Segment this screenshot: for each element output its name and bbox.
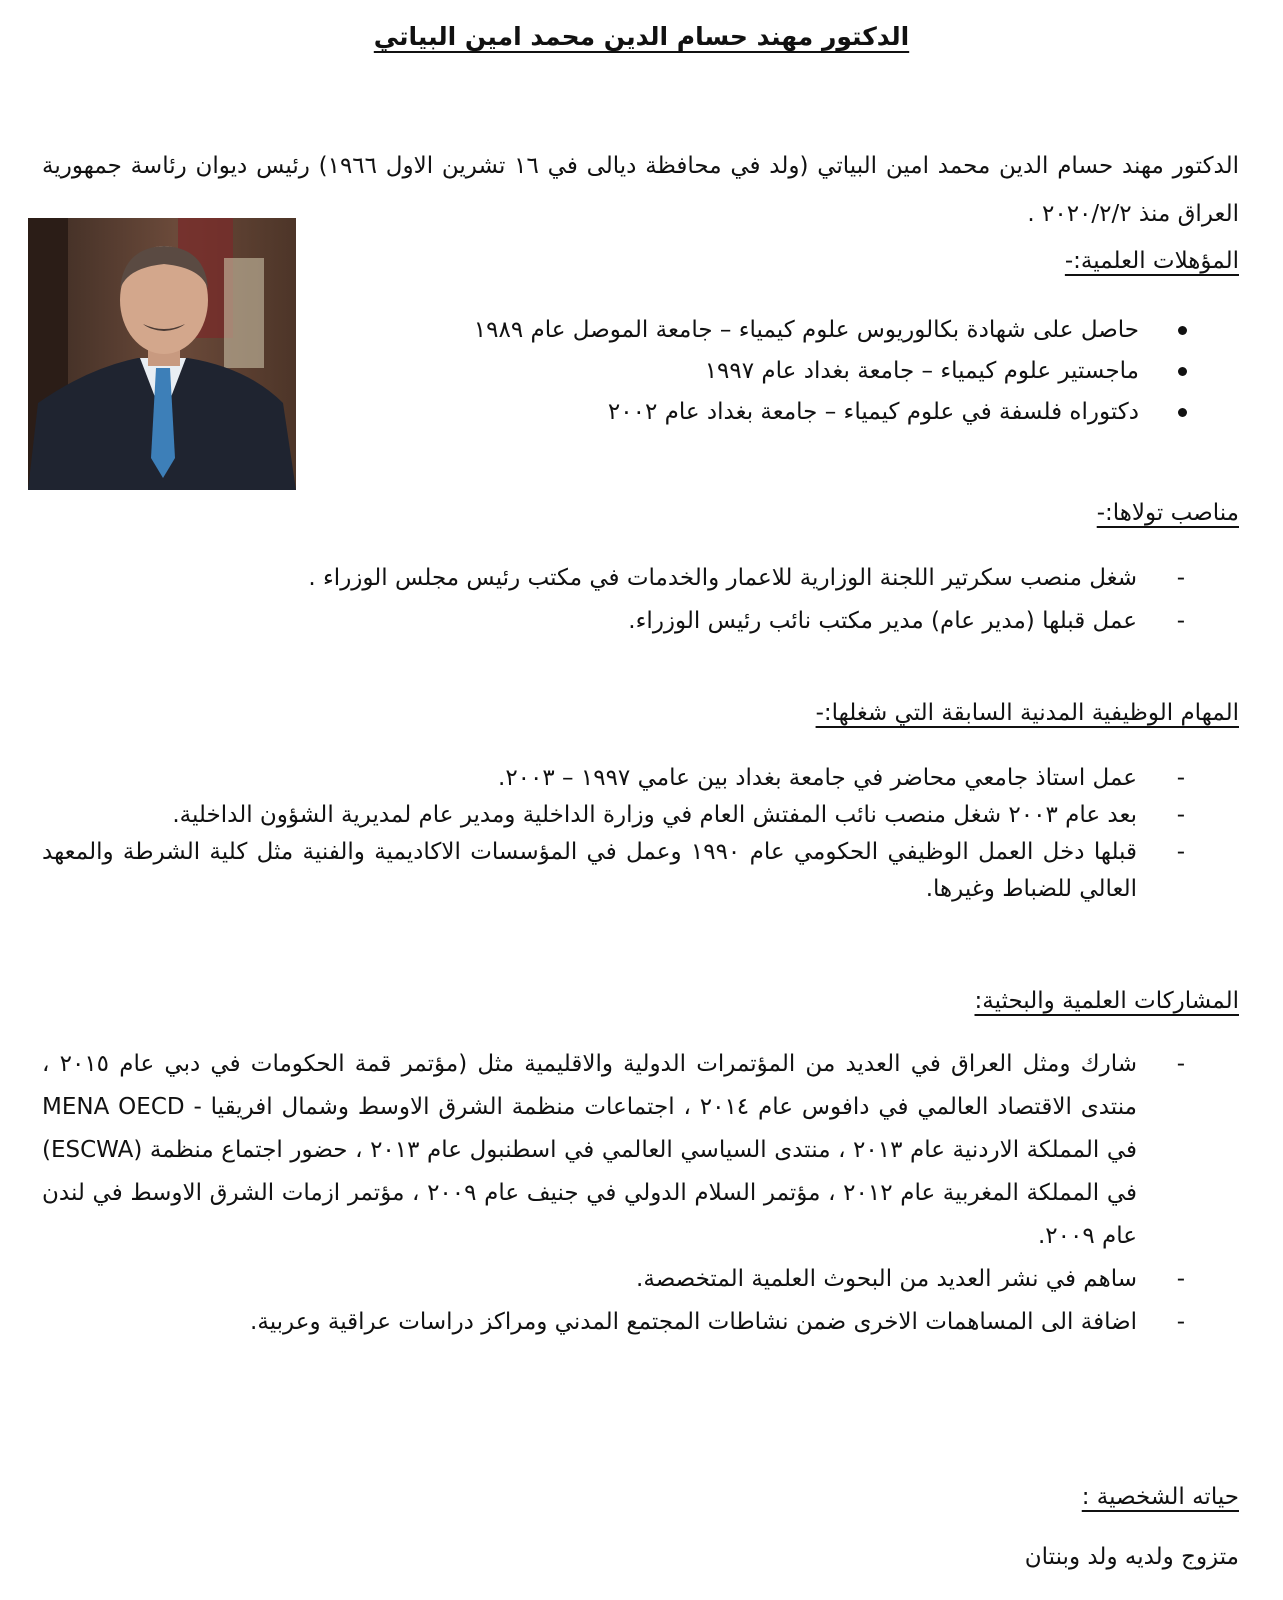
participation-item: - اضافة الى المساهمات الاخرى ضمن نشاطات المجتمع المدني ومراكز دراسات عراقية وعربية. [42, 1301, 1239, 1344]
qualifications-heading: المؤهلات العلمية:- [1064, 248, 1239, 274]
participations-list [42, 1043, 1239, 1344]
page-title-text: الدكتور مهند حسام الدين محمد امين البياتي [373, 22, 910, 51]
position-item: - عمل قبلها (مدير عام) مدير مكتب نائب رئيس الوزراء. [42, 600, 1239, 643]
page-title [0, 22, 1283, 51]
civil-role-item: - قبلها دخل العمل الوظيفي الحكومي عام ١٩٩٠ وعمل في المؤسسات الاكاديمية والفنية مثل كلية الشرطة والمعهد العالي للضباط وغيرها. [42, 834, 1239, 908]
participation-item: - ساهم في نشر العديد من البحوث العلمية المتخصصة. [42, 1258, 1239, 1301]
civil-role-item: - بعد عام ٢٠٠٣ شغل منصب نائب المفتش العام في وزارة الداخلية ومدير عام لمديرية الشؤون الداخلية. [42, 797, 1239, 834]
personal-heading: حياته الشخصية : [1081, 1484, 1239, 1510]
qualification-item: دكتوراه فلسفة في علوم كيمياء – جامعة بغداد عام ٢٠٠٢ [339, 392, 1239, 433]
position-item: - شغل منصب سكرتير اللجنة الوزارية للاعمار والخدمات في مكتب رئيس مجلس الوزراء . [42, 557, 1239, 600]
participation-item: - شارك ومثل العراق في العديد من المؤتمرات الدولية والاقليمية مثل (مؤتمر قمة الحكومات في دبي عام ٢٠١٥ ، منتدى الاقتصاد العالمي في دافوس عام ٢٠١٤ ، اجتماعات منظمة الشرق الاوسط وشمال افريقيا - MENA OECD في المملكة الاردنية عام ٢٠١٣ ، منتدى السياسي العالمي في اسطنبول عام ٢٠١٣ ، حضور اجتماع منظمة (ESCWA) في المملكة المغربية عام ٢٠١٢ ، مؤتمر السلام الدولي في جنيف عام ٢٠٠٩ ، مؤتمر ازمات الشرق الاوسط في لندن عام ٢٠٠٩. [42, 1043, 1239, 1258]
intro-paragraph: الدكتور مهند حسام الدين محمد امين البياتي (ولد في محافظة ديالى في ١٦ تشرين الاول ١٩٦٦) رئيس ديوان رئاسة جمهورية العراق منذ ٢٠٢٠/٢/٢ . [42, 153, 1239, 227]
qualification-item: حاصل على شهادة بكالوريوس علوم كيمياء – جامعة الموصل عام ١٩٨٩ [339, 310, 1239, 351]
portrait-photo [28, 218, 296, 490]
personal-text: متزوج ولديه ولد وبنتان [1024, 1544, 1239, 1570]
civil-roles-heading: المهام الوظيفية المدنية السابقة التي شغلها:- [815, 700, 1239, 726]
positions-heading: مناصب تولاها:- [1096, 500, 1239, 526]
civil-role-item: - عمل استاذ جامعي محاضر في جامعة بغداد بين عامي ١٩٩٧ – ٢٠٠٣. [42, 760, 1239, 797]
participations-heading: المشاركات العلمية والبحثية: [974, 988, 1239, 1014]
positions-list [42, 557, 1239, 643]
qualifications-list [339, 310, 1239, 433]
civil-roles-list [42, 760, 1239, 908]
portrait-illustration [28, 218, 296, 490]
qualification-item: ماجستير علوم كيمياء – جامعة بغداد عام ١٩٩٧ [339, 351, 1239, 392]
